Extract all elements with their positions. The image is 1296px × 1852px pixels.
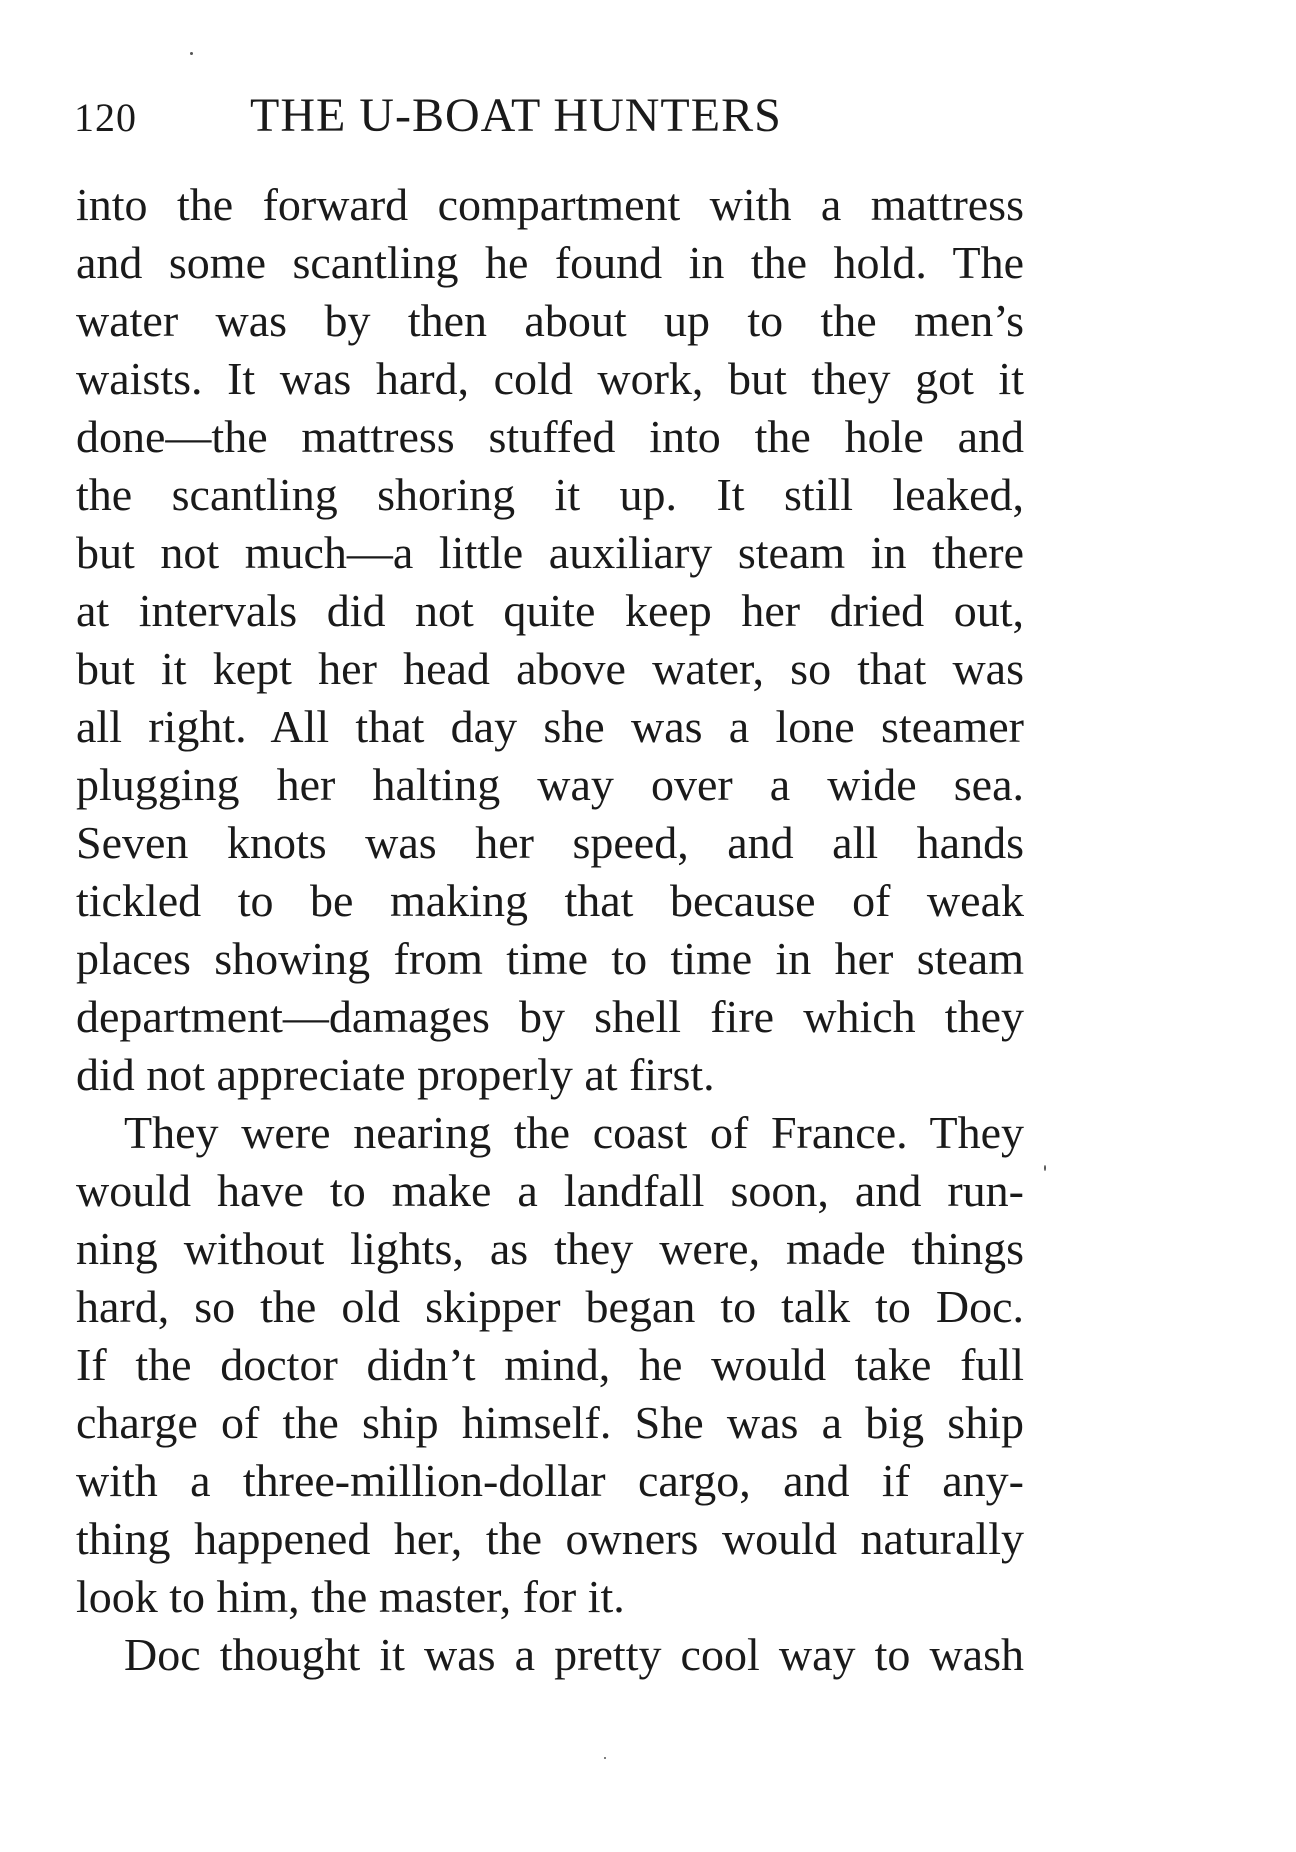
speck-mark (1044, 1165, 1046, 1171)
text-line: charge of the ship himself. She was a big ship (76, 1397, 1024, 1448)
text-line: Doc thought it was a pretty cool way to wash (124, 1629, 1024, 1680)
text-line: department—damages by shell fire which they (76, 991, 1024, 1042)
text-line: into the forward compartment with a mattress (76, 179, 1024, 230)
text-line: but not much—a little auxiliary steam in there (76, 527, 1024, 578)
text-line: with a three-million-dollar cargo, and if any- (76, 1455, 1024, 1506)
text-line: would have to make a landfall soon, and run- (76, 1165, 1024, 1216)
text-line: look to him, the master, for it. (76, 1571, 625, 1622)
text-line: tickled to be making that because of weak (76, 875, 1024, 926)
text-line: hard, so the old skipper began to talk to Doc. (76, 1281, 1024, 1332)
text-line: thing happened her, the owners would naturally (76, 1513, 1024, 1564)
page-header (74, 88, 1034, 148)
speck-mark (190, 52, 193, 55)
text-line: at intervals did not quite keep her dried out, (76, 585, 1024, 636)
text-line: and some scantling he found in the hold. The (76, 237, 1024, 288)
page-number: 120 (74, 95, 137, 140)
text-line: If the doctor didn’t mind, he would take full (76, 1339, 1024, 1390)
text-line: ning without lights, as they were, made things (76, 1223, 1024, 1274)
text-line: Seven knots was her speed, and all hands (76, 817, 1024, 868)
text-line: water was by then about up to the men’s (76, 295, 1024, 346)
text-line: places showing from time to time in her steam (76, 933, 1024, 984)
text-line: plugging her halting way over a wide sea. (76, 759, 1024, 810)
running-head: THE U-BOAT HUNTERS (250, 89, 782, 142)
text-line: waists. It was hard, cold work, but they got it (76, 353, 1024, 404)
body-text (76, 176, 1024, 1684)
text-line: but it kept her head above water, so that was (76, 643, 1024, 694)
speck-mark (604, 1757, 606, 1759)
text-line: all right. All that day she was a lone steamer (76, 701, 1024, 752)
text-line: did not appreciate properly at first. (76, 1049, 715, 1100)
text-line: the scantling shoring it up. It still leaked, (76, 469, 1024, 520)
text-line: They were nearing the coast of France. They (124, 1107, 1024, 1158)
text-line: done—the mattress stuffed into the hole and (76, 411, 1024, 462)
